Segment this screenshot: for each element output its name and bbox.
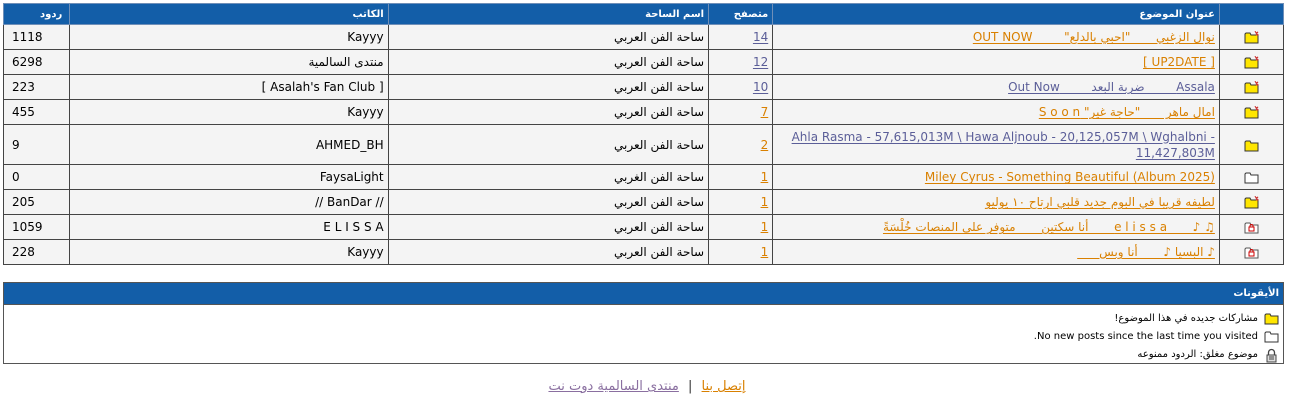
table-row	[4, 75, 1284, 100]
topic-status-cell	[1219, 165, 1283, 190]
topic-title-link[interactable]: ♫ ♪ ___ e l i s s a ___ أنا سكتين ___ متوفر على المنصات خُلْسَةً	[882, 220, 1215, 234]
table-row	[4, 190, 1284, 215]
table-row	[4, 25, 1284, 50]
topic-title-cell	[773, 75, 1220, 100]
topic-title-cell	[773, 50, 1220, 75]
topic-forum-cell: ساحة الفن العربي	[388, 215, 709, 240]
topic-replies-cell: 205	[4, 190, 70, 215]
topic-writer-cell: FaysaLight	[70, 165, 388, 190]
replies-column-header[interactable]: ردود	[4, 4, 70, 25]
topic-status-cell	[1219, 215, 1283, 240]
topic-views-link[interactable]: 10	[752, 80, 769, 94]
folder-new-hot-icon	[1244, 56, 1259, 69]
topic-writer-cell: Kayyy	[70, 240, 388, 265]
topic-title-link[interactable]: نوال الزغبي ___ "احبي بالدلع" ____ OUT NOW	[972, 30, 1215, 44]
table-row	[4, 125, 1284, 165]
topic-views-link[interactable]: 1	[760, 195, 769, 209]
views-column-header[interactable]: متصفح	[709, 4, 773, 25]
topic-views-link[interactable]: 2	[760, 137, 769, 152]
folder-new-icon	[1244, 139, 1259, 152]
topic-title-cell	[773, 165, 1220, 190]
legend-body	[4, 305, 1283, 363]
topic-title-link[interactable]: امال ماهر ___ "حاجة غير" S o o n	[1038, 105, 1215, 119]
folder-locked-icon	[1244, 221, 1259, 234]
topic-forum-cell: ساحة الفن العربي	[388, 240, 709, 265]
topic-title-link[interactable]: لطيفه قريبا في البوم جديد قلبي ارتاح ١٠ يوليو	[985, 195, 1215, 209]
topic-title-cell	[773, 125, 1220, 165]
legend-item	[4, 345, 1279, 363]
icons-legend	[3, 282, 1284, 364]
topic-forum-cell: ساحة الفن الغربي	[388, 165, 709, 190]
topic-views-link[interactable]: 12	[752, 55, 769, 69]
topic-title-cell	[773, 25, 1220, 50]
legend-item-text: موضوع مغلق: الردود ممنوعه	[1137, 348, 1258, 360]
topic-title-cell	[773, 190, 1220, 215]
topic-replies-cell: 6298	[4, 50, 70, 75]
topic-forum-cell: ساحة الفن العربي	[388, 50, 709, 75]
topic-views-cell	[709, 240, 773, 265]
topic-forum-cell: ساحة الفن العربي	[388, 75, 709, 100]
topic-views-link[interactable]: 1	[760, 220, 769, 234]
topic-views-cell	[709, 25, 773, 50]
topic-title-link[interactable]: Ahla Rasma - 57,615,013M \ Hawa Aljnoub - 20,125,057M \ Wghalbni - 11,427,803M	[791, 129, 1215, 160]
topic-writer-cell: [ Asalah's Fan Club ]	[70, 75, 388, 100]
topic-title-link[interactable]: Miley Cyrus - Something Beautiful (Album 2025)	[924, 170, 1215, 184]
topic-views-cell	[709, 100, 773, 125]
topic-writer-cell: AHMED_BH	[70, 125, 388, 165]
topic-writer-cell: Kayyy	[70, 25, 388, 50]
topic-writer-cell: Kayyy	[70, 100, 388, 125]
folder-new-hot-icon	[1244, 81, 1259, 94]
topic-replies-cell: 223	[4, 75, 70, 100]
folder-new-hot-icon	[1244, 31, 1259, 44]
contact-us-link[interactable]: إتصل بنا	[701, 379, 746, 394]
topic-replies-cell: 0	[4, 165, 70, 190]
topics-table	[3, 3, 1284, 265]
topic-views-link[interactable]: 14	[752, 30, 769, 44]
topic-replies-cell: 1059	[4, 215, 70, 240]
topic-title-cell	[773, 240, 1220, 265]
topic-status-cell	[1219, 190, 1283, 215]
legend-title: الأيقونات	[4, 283, 1283, 305]
topic-forum-cell: ساحة الفن العربي	[388, 125, 709, 165]
legend-item	[4, 327, 1279, 345]
topic-forum-cell: ساحة الفن العربي	[388, 190, 709, 215]
table-row	[4, 100, 1284, 125]
topic-status-cell	[1219, 240, 1283, 265]
topic-views-cell	[709, 215, 773, 240]
topic-title-cell	[773, 215, 1220, 240]
legend-item	[4, 309, 1279, 327]
folder-new-hot-icon	[1244, 106, 1259, 119]
folder-old-icon	[1264, 330, 1279, 343]
topic-views-link[interactable]: 1	[760, 170, 769, 184]
topic-title-link[interactable]: Assala ____ ضربة البعد ____ Out Now	[1008, 80, 1215, 94]
table-row	[4, 50, 1284, 75]
forum-column-header[interactable]: اسم الساحة	[388, 4, 709, 25]
topic-replies-cell: 1118	[4, 25, 70, 50]
topic-views-link[interactable]: 1	[760, 245, 769, 259]
site-home-link[interactable]: منتدى السالمية دوت نت	[548, 379, 679, 394]
topic-writer-cell: منتدى السالمية	[70, 50, 388, 75]
footer	[0, 379, 1294, 394]
topic-forum-cell: ساحة الفن العربي	[388, 100, 709, 125]
writer-column-header[interactable]: الكاتب	[70, 4, 388, 25]
legend-item-text: No new posts since the last time you visited.	[1033, 330, 1258, 342]
topic-views-cell	[709, 190, 773, 215]
table-row	[4, 240, 1284, 265]
topic-views-cell	[709, 125, 773, 165]
footer-separator: |	[688, 379, 693, 394]
folder-old-icon	[1244, 171, 1259, 184]
lock-icon	[1264, 348, 1279, 361]
topic-replies-cell: 9	[4, 125, 70, 165]
topic-forum-cell: ساحة الفن العربي	[388, 25, 709, 50]
topic-title-link[interactable]: ♪ البسيا ♪ ___ أنا وبس ___	[1077, 245, 1215, 259]
title-column-header[interactable]: عنوان الموضوع	[773, 4, 1220, 25]
topic-title-cell	[773, 100, 1220, 125]
table-row	[4, 215, 1284, 240]
folder-new-hot-icon	[1244, 196, 1259, 209]
topic-status-cell	[1219, 100, 1283, 125]
icon-column-header	[1219, 4, 1283, 25]
topic-title-link[interactable]: [ UP2DATE ]	[1143, 55, 1215, 69]
topic-replies-cell: 455	[4, 100, 70, 125]
topic-views-link[interactable]: 7	[760, 105, 769, 119]
folder-new-icon	[1264, 312, 1279, 325]
folder-locked-icon	[1244, 246, 1259, 259]
topic-views-cell	[709, 165, 773, 190]
topic-replies-cell: 228	[4, 240, 70, 265]
topic-writer-cell: // BanDar //	[70, 190, 388, 215]
topic-views-cell	[709, 75, 773, 100]
topic-writer-cell: E L I S S A	[70, 215, 388, 240]
topic-status-cell	[1219, 75, 1283, 100]
table-row	[4, 165, 1284, 190]
topic-status-cell	[1219, 50, 1283, 75]
legend-item-text: مشاركات جديده في هذا الموضوع!	[1114, 312, 1258, 324]
topic-status-cell	[1219, 25, 1283, 50]
topic-views-cell	[709, 50, 773, 75]
topic-status-cell	[1219, 125, 1283, 165]
table-header-row	[4, 4, 1284, 25]
